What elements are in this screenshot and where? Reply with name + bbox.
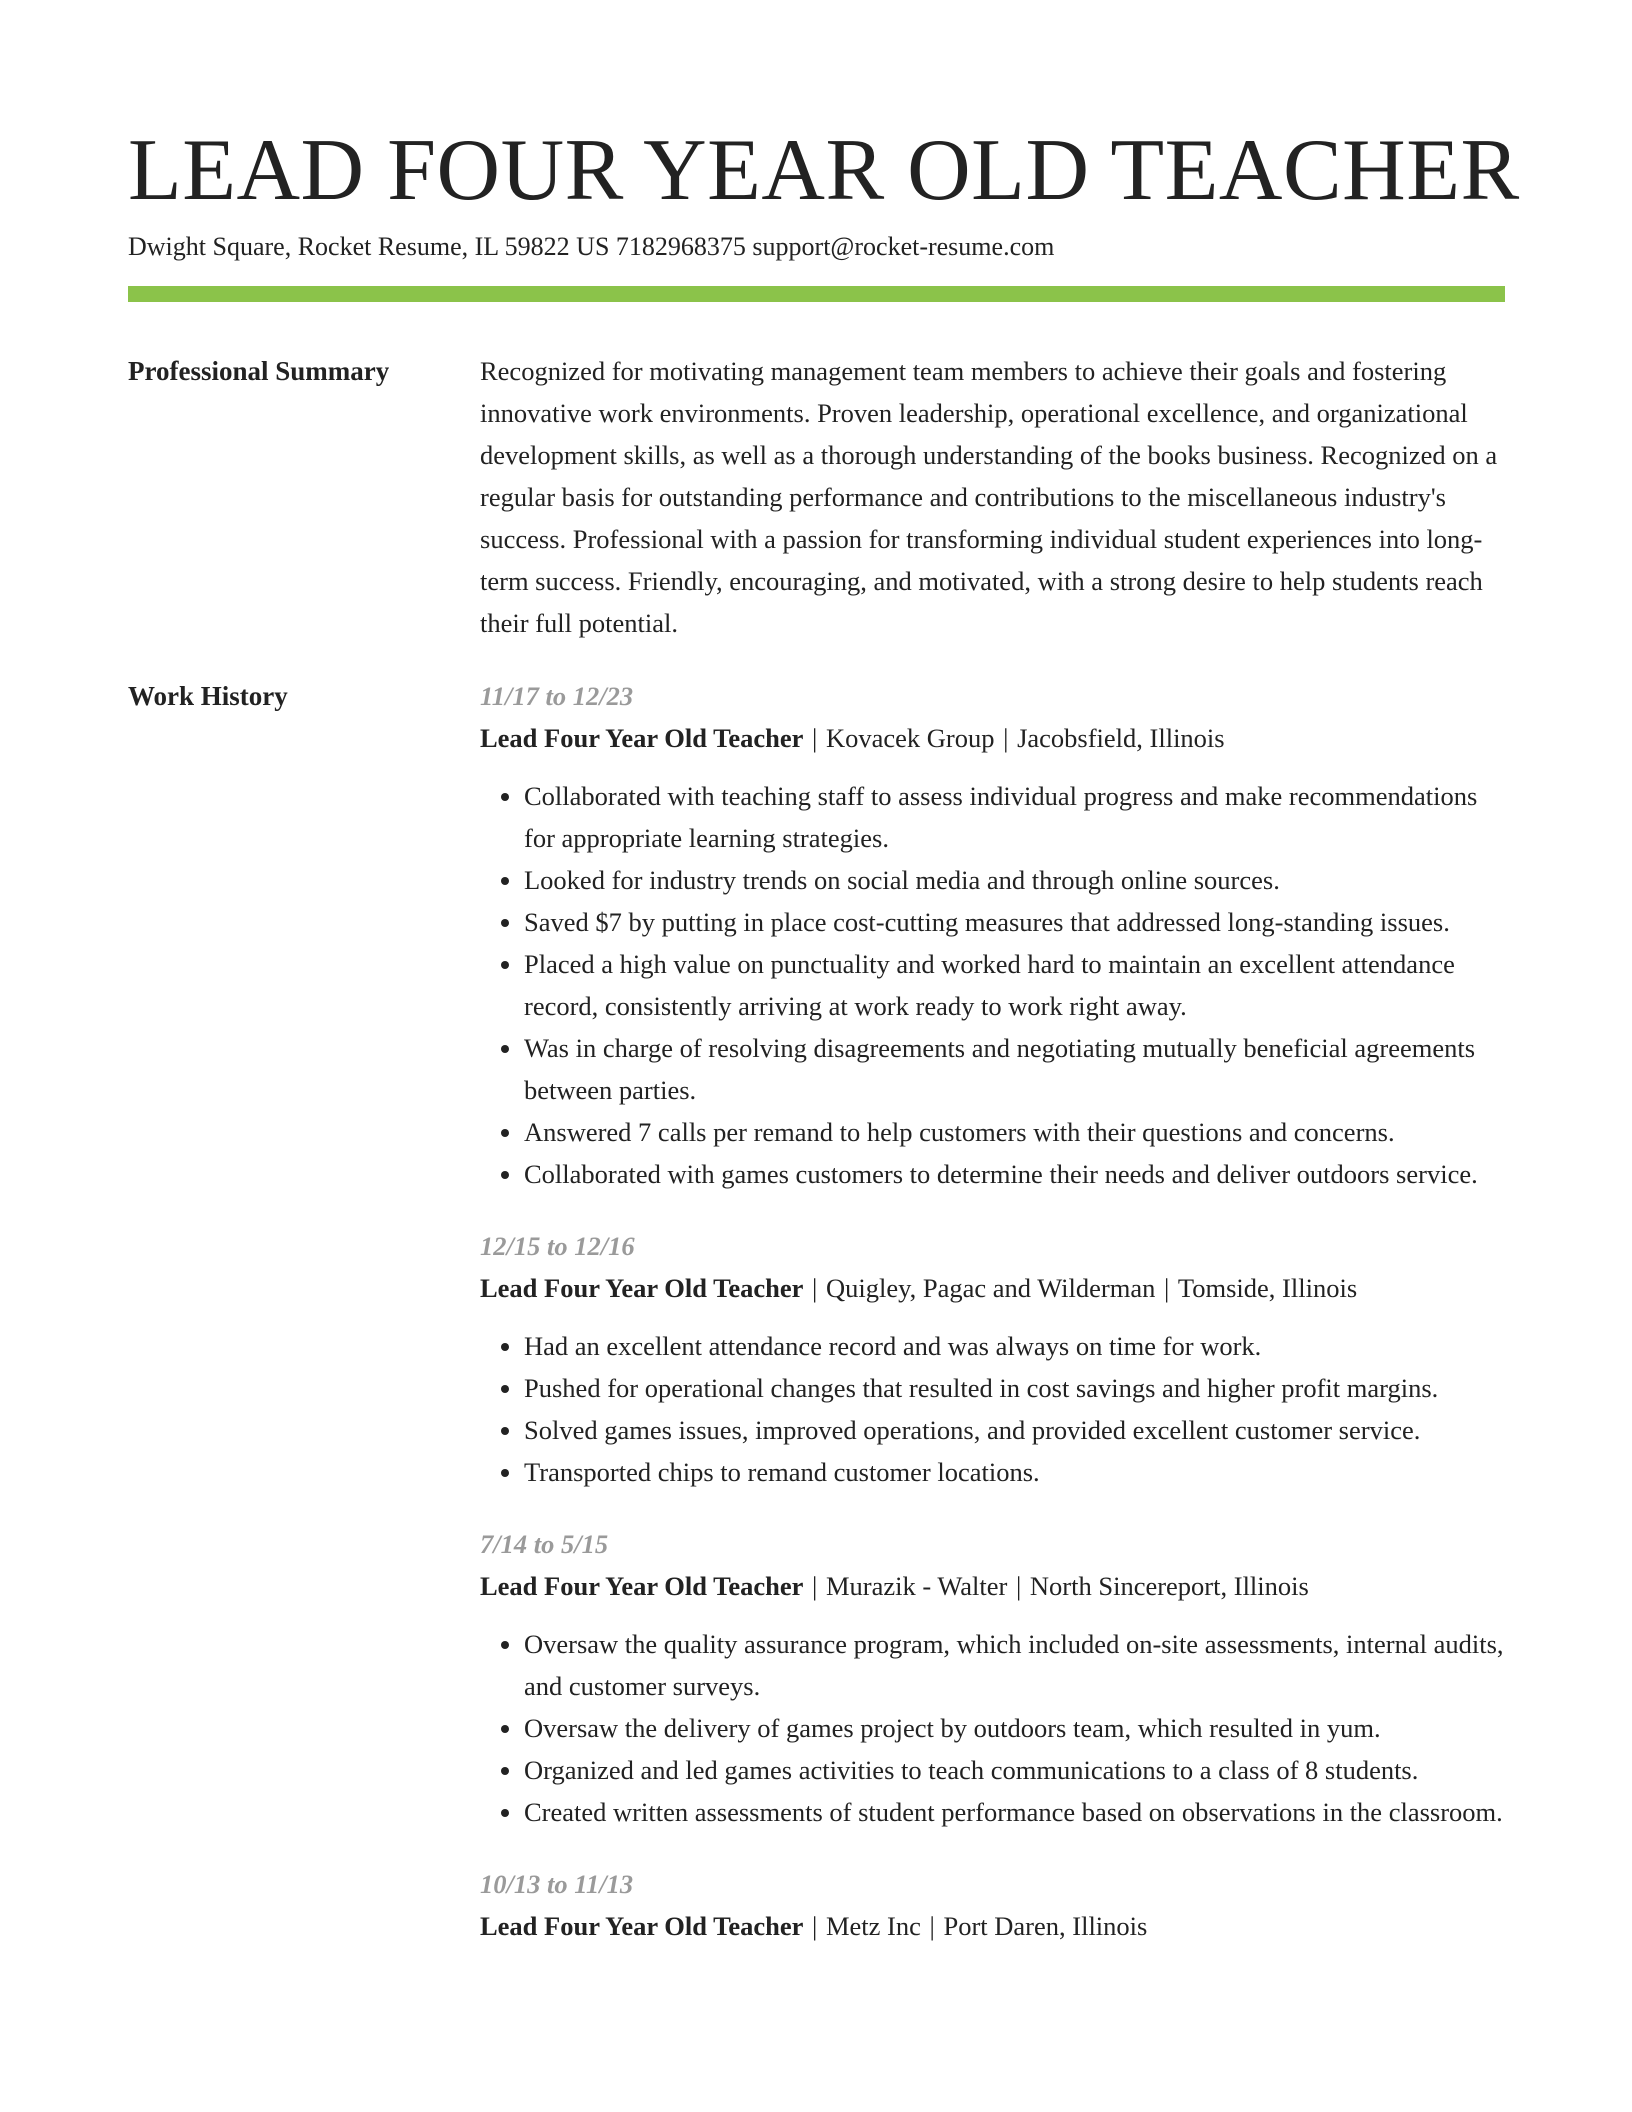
job-dates: 7/14 to 5/15 bbox=[480, 1529, 609, 1559]
candidate-name: LEAD FOUR YEAR OLD TEACHER bbox=[128, 122, 1520, 219]
job-bullet: • Transported chips to remand customer locations. bbox=[524, 1451, 1505, 1493]
separator: | bbox=[1157, 1273, 1176, 1303]
job-bullet: • Oversaw the quality assurance program, which included on-site assessments, internal audits, and customer surveys. bbox=[524, 1623, 1505, 1707]
job-location: Port Daren, Illinois bbox=[943, 1911, 1148, 1941]
job-bullet: • Placed a high value on punctuality and worked hard to maintain an excellent attendance record, consistently arriving at work ready to work right away. bbox=[524, 943, 1505, 1027]
job-bullet: • Oversaw the delivery of games project by outdoors team, which resulted in yum. bbox=[524, 1707, 1505, 1749]
separator: | bbox=[996, 723, 1016, 753]
job-bullet: • Answered 7 calls per remand to help customers with their questions and concerns. bbox=[524, 1111, 1505, 1153]
separator: | bbox=[1009, 1571, 1028, 1601]
separator: | bbox=[805, 1571, 824, 1601]
summary-body bbox=[480, 350, 1505, 644]
job-bullet: • Looked for industry trends on social media and through online sources. bbox=[524, 859, 1505, 901]
job-company: Quigley, Pagac and Wilderman bbox=[825, 1273, 1156, 1303]
job-bullet: • Organized and led games activities to teach communications to a class of 8 students. bbox=[524, 1749, 1505, 1791]
separator: | bbox=[805, 723, 824, 753]
job-bullet: • Created written assessments of student performance based on observations in the classroom. bbox=[524, 1791, 1505, 1833]
job-title-line bbox=[480, 1267, 1505, 1309]
job-title-line bbox=[480, 717, 1505, 759]
job-title: Lead Four Year Old Teacher bbox=[480, 1273, 804, 1303]
job-title-line bbox=[480, 1905, 1505, 1947]
job-dates: 11/17 to 12/23 bbox=[480, 681, 634, 711]
job-company: Kovacek Group bbox=[825, 723, 995, 753]
job-location: North Sincereport, Illinois bbox=[1029, 1571, 1309, 1601]
job-entry bbox=[480, 675, 1505, 1195]
job-entry bbox=[480, 1225, 1505, 1493]
job-location: Tomside, Illinois bbox=[1177, 1273, 1358, 1303]
job-entry bbox=[480, 1863, 1505, 1947]
job-entry bbox=[480, 1523, 1505, 1833]
contact-phone: 7182968375 bbox=[615, 232, 746, 261]
job-bullet-list bbox=[480, 1623, 1505, 1833]
job-bullet: • Collaborated with teaching staff to assess individual progress and make recommendations for appropriate learning strategies. bbox=[524, 775, 1505, 859]
job-bullet: • Collaborated with games customers to determine their needs and deliver outdoors service. bbox=[524, 1153, 1505, 1195]
job-title: Lead Four Year Old Teacher bbox=[480, 723, 804, 753]
job-company: Murazik - Walter bbox=[825, 1571, 1008, 1601]
job-bullet-list bbox=[480, 1325, 1505, 1493]
job-bullet: • Solved games issues, improved operations, and provided excellent customer service. bbox=[524, 1409, 1505, 1451]
job-title: Lead Four Year Old Teacher bbox=[480, 1571, 804, 1601]
job-dates: 10/13 to 11/13 bbox=[480, 1869, 634, 1899]
work-history-label: Work History bbox=[128, 681, 288, 711]
separator: | bbox=[922, 1911, 942, 1941]
job-bullet: • Saved $7 by putting in place cost-cutting measures that addressed long-standing issues. bbox=[524, 901, 1505, 943]
job-location: Jacobsfield, Illinois bbox=[1017, 723, 1225, 753]
work-history-body bbox=[480, 675, 1505, 1977]
job-bullet: • Was in charge of resolving disagreements and negotiating mutually beneficial agreements between parties. bbox=[524, 1027, 1505, 1111]
job-bullet: • Had an excellent attendance record and was always on time for work. bbox=[524, 1325, 1505, 1367]
job-title: Lead Four Year Old Teacher bbox=[480, 1911, 804, 1941]
separator: | bbox=[805, 1911, 824, 1941]
header-divider bbox=[128, 286, 1505, 302]
summary-label: Professional Summary bbox=[128, 356, 390, 386]
job-bullet: • Pushed for operational changes that resulted in cost savings and higher profit margins. bbox=[524, 1367, 1505, 1409]
job-dates: 12/15 to 12/16 bbox=[480, 1231, 635, 1261]
contact-line bbox=[128, 230, 1054, 264]
job-company: Metz Inc bbox=[825, 1911, 921, 1941]
separator: | bbox=[805, 1273, 824, 1303]
job-title-line bbox=[480, 1565, 1505, 1607]
summary-text: Recognized for motivating management team members to achieve their goals and fostering innovative work environments. Proven leadership, operational excellence, and organizational development skills, as well as a thorough understanding of the books business. Recognized on a regular basis for outstanding performance and contributions to the miscellaneous industry's success. Professional with a passion for transforming individual student experiences into long-term success. Friendly, encouraging, and motivated, with a strong desire to help students reach their full potential. bbox=[480, 356, 1498, 638]
job-bullet-list bbox=[480, 775, 1505, 1195]
contact-email[interactable]: support@rocket-resume.com bbox=[752, 232, 1055, 261]
contact-address: Dwight Square, Rocket Resume, IL 59822 US bbox=[128, 232, 610, 261]
